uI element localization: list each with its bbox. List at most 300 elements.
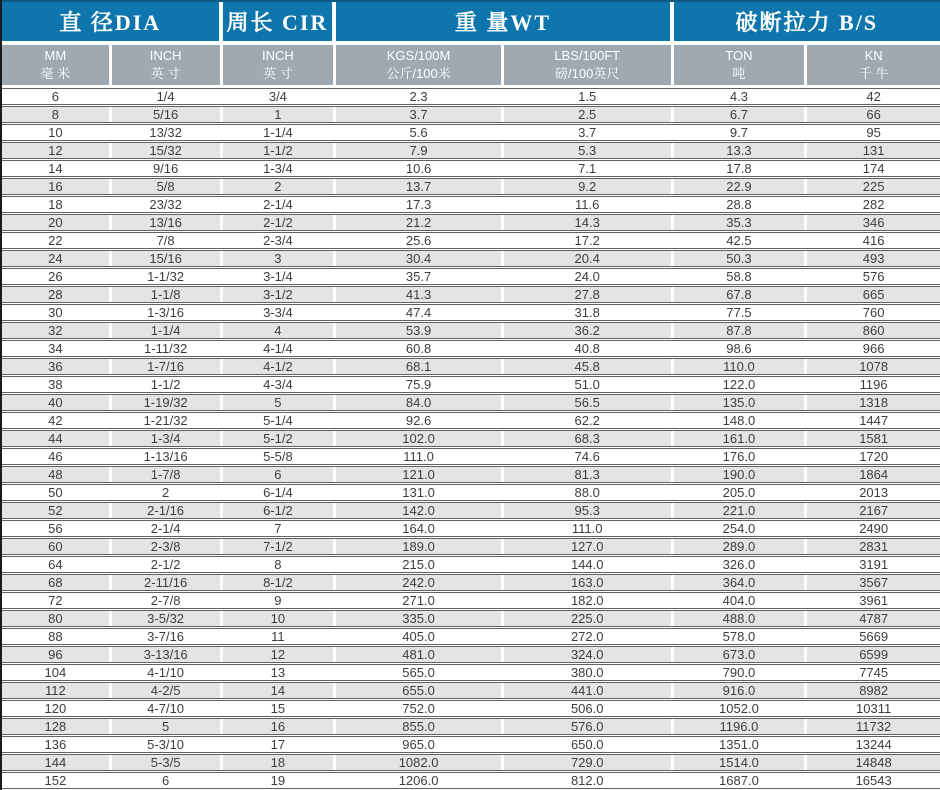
- table-cell: 9/16: [112, 161, 223, 176]
- table-header-groups: [2, 0, 940, 41]
- table-cell: 6: [2, 89, 112, 104]
- table-cell: 18: [2, 197, 112, 212]
- table-cell: 3567: [807, 575, 940, 590]
- column-header-lbs-per-100ft: [504, 45, 674, 85]
- table-cell: 36: [2, 359, 112, 374]
- table-row: [2, 484, 940, 501]
- table-cell: 860: [807, 323, 940, 338]
- header-group-breaking-strength: 破断拉力 B/S: [674, 2, 940, 41]
- table-row: [2, 682, 940, 699]
- table-cell: 47.4: [336, 305, 504, 320]
- table-cell: 58.8: [674, 269, 808, 284]
- table-cell: 13: [223, 665, 337, 680]
- table-row: [2, 376, 940, 393]
- table-cell: 812.0: [504, 773, 674, 788]
- table-cell: 3-5/32: [112, 611, 223, 626]
- table-cell: 34: [2, 341, 112, 356]
- table-cell: 88: [2, 629, 112, 644]
- table-cell: 576.0: [504, 719, 674, 734]
- table-cell: 4-1/10: [112, 665, 223, 680]
- table-cell: 8: [2, 107, 112, 122]
- table-row: [2, 124, 940, 141]
- table-row: [2, 286, 940, 303]
- table-cell: 7.1: [504, 161, 674, 176]
- table-cell: 215.0: [336, 557, 504, 572]
- table-row: [2, 106, 940, 123]
- table-cell: 2-1/16: [112, 503, 223, 518]
- table-cell: 6: [112, 773, 223, 788]
- table-cell: 2-11/16: [112, 575, 223, 590]
- table-cell: 3191: [807, 557, 940, 572]
- table-cell: 481.0: [336, 647, 504, 662]
- table-cell: 1-1/32: [112, 269, 223, 284]
- table-cell: 152: [2, 773, 112, 788]
- table-cell: 3-1/2: [223, 287, 337, 302]
- table-cell: 13244: [807, 737, 940, 752]
- table-cell: 136: [2, 737, 112, 752]
- table-cell: 5.6: [336, 125, 504, 140]
- table-cell: 142.0: [336, 503, 504, 518]
- table-cell: 22.9: [674, 179, 808, 194]
- table-cell: 1318: [807, 395, 940, 410]
- table-cell: 1206.0: [336, 773, 504, 788]
- table-cell: 25.6: [336, 233, 504, 248]
- table-cell: 5-1/2: [223, 431, 337, 446]
- table-cell: 225.0: [504, 611, 674, 626]
- table-cell: 15: [223, 701, 337, 716]
- table-cell: 5/16: [112, 107, 223, 122]
- table-row: [2, 340, 940, 357]
- table-row: [2, 178, 940, 195]
- column-header-kgs-per-100m: [336, 45, 504, 85]
- table-cell: 68: [2, 575, 112, 590]
- table-row: [2, 466, 940, 483]
- table-cell: 62.2: [504, 413, 674, 428]
- table-row: [2, 628, 940, 645]
- table-cell: 161.0: [674, 431, 808, 446]
- table-cell: 272.0: [504, 629, 674, 644]
- unit-line1: KN: [864, 48, 883, 63]
- table-row: [2, 160, 940, 177]
- table-cell: 189.0: [336, 539, 504, 554]
- table-cell: 2831: [807, 539, 940, 554]
- table-cell: 729.0: [504, 755, 674, 770]
- table-cell: 1: [223, 107, 337, 122]
- table-cell: 405.0: [336, 629, 504, 644]
- table-cell: 17.8: [674, 161, 808, 176]
- table-cell: 2-1/4: [112, 521, 223, 536]
- table-row: [2, 520, 940, 537]
- table-row: [2, 502, 940, 519]
- table-cell: 60: [2, 539, 112, 554]
- table-cell: 148.0: [674, 413, 808, 428]
- column-header-kn: [807, 45, 940, 85]
- table-cell: 965.0: [336, 737, 504, 752]
- table-cell: 120: [2, 701, 112, 716]
- table-cell: 404.0: [674, 593, 808, 608]
- table-cell: 2-1/2: [223, 215, 337, 230]
- unit-line2: 公斤/100米: [386, 66, 451, 81]
- table-cell: 98.6: [674, 341, 808, 356]
- table-cell: 5: [223, 395, 337, 410]
- table-cell: 10311: [807, 701, 940, 716]
- table-cell: 24: [2, 251, 112, 266]
- table-cell: 50.3: [674, 251, 808, 266]
- table-cell: 24.0: [504, 269, 674, 284]
- table-cell: 8: [223, 557, 337, 572]
- table-cell: 30.4: [336, 251, 504, 266]
- table-cell: 87.8: [674, 323, 808, 338]
- table-cell: 1-1/8: [112, 287, 223, 302]
- table-cell: 1196.0: [674, 719, 808, 734]
- table-cell: 364.0: [674, 575, 808, 590]
- table-row: [2, 412, 940, 429]
- table-cell: 5-5/8: [223, 449, 337, 464]
- table-cell: 1-1/2: [112, 377, 223, 392]
- table-cell: 3: [223, 251, 337, 266]
- table-row: [2, 358, 940, 375]
- table-cell: 1351.0: [674, 737, 808, 752]
- table-cell: 8982: [807, 683, 940, 698]
- table-cell: 127.0: [504, 539, 674, 554]
- table-cell: 441.0: [504, 683, 674, 698]
- header-group-weight: 重 量WT: [336, 2, 673, 41]
- table-row: [2, 592, 940, 609]
- table-row: [2, 754, 940, 771]
- table-cell: 50: [2, 485, 112, 500]
- table-cell: 1078: [807, 359, 940, 374]
- table-cell: 3-13/16: [112, 647, 223, 662]
- table-cell: 52: [2, 503, 112, 518]
- table-cell: 80: [2, 611, 112, 626]
- table-cell: 74.6: [504, 449, 674, 464]
- table-cell: 14: [223, 683, 337, 698]
- table-cell: 131.0: [336, 485, 504, 500]
- table-cell: 42: [2, 413, 112, 428]
- table-cell: 7745: [807, 665, 940, 680]
- table-cell: 2.5: [504, 107, 674, 122]
- table-cell: 1.5: [504, 89, 674, 104]
- table-cell: 28.8: [674, 197, 808, 212]
- table-cell: 2-1/4: [223, 197, 337, 212]
- unit-line2: 吨: [732, 66, 746, 81]
- table-cell: 506.0: [504, 701, 674, 716]
- table-cell: 335.0: [336, 611, 504, 626]
- table-cell: 2: [112, 485, 223, 500]
- table-cell: 1-11/32: [112, 341, 223, 356]
- table-row: [2, 664, 940, 681]
- table-row: [2, 142, 940, 159]
- table-cell: 752.0: [336, 701, 504, 716]
- unit-line1: TON: [725, 48, 753, 63]
- table-cell: 46: [2, 449, 112, 464]
- table-cell: 17: [223, 737, 337, 752]
- table-cell: 346: [807, 215, 940, 230]
- table-row: [2, 736, 940, 753]
- table-cell: 56.5: [504, 395, 674, 410]
- table-row: [2, 196, 940, 213]
- table-cell: 1052.0: [674, 701, 808, 716]
- table-row: [2, 394, 940, 411]
- table-cell: 14848: [807, 755, 940, 770]
- table-cell: 66: [807, 107, 940, 122]
- table-row: [2, 322, 940, 339]
- table-cell: 9.2: [504, 179, 674, 194]
- table-cell: 17.2: [504, 233, 674, 248]
- table-cell: 92.6: [336, 413, 504, 428]
- table-row: [2, 430, 940, 447]
- table-cell: 1864: [807, 467, 940, 482]
- table-cell: 2-7/8: [112, 593, 223, 608]
- table-cell: 40.8: [504, 341, 674, 356]
- table-cell: 111.0: [336, 449, 504, 464]
- table-cell: 42: [807, 89, 940, 104]
- table-cell: 10: [2, 125, 112, 140]
- table-cell: 655.0: [336, 683, 504, 698]
- table-cell: 4: [223, 323, 337, 338]
- table-cell: 35.3: [674, 215, 808, 230]
- table-cell: 326.0: [674, 557, 808, 572]
- table-header-units: [2, 45, 940, 85]
- table-cell: 4787: [807, 611, 940, 626]
- table-cell: 4-1/4: [223, 341, 337, 356]
- unit-line1: INCH: [261, 48, 294, 63]
- table-row: [2, 88, 940, 105]
- table-cell: 26: [2, 269, 112, 284]
- table-cell: 13.3: [674, 143, 808, 158]
- table-cell: 790.0: [674, 665, 808, 680]
- table-cell: 30: [2, 305, 112, 320]
- table-cell: 131: [807, 143, 940, 158]
- table-cell: 9: [223, 593, 337, 608]
- table-cell: 12: [223, 647, 337, 662]
- table-row: [2, 646, 940, 663]
- table-cell: 1082.0: [336, 755, 504, 770]
- table-cell: 7: [223, 521, 337, 536]
- table-cell: 1447: [807, 413, 940, 428]
- table-cell: 81.3: [504, 467, 674, 482]
- table-cell: 4-1/2: [223, 359, 337, 374]
- table-cell: 221.0: [674, 503, 808, 518]
- table-cell: 3-1/4: [223, 269, 337, 284]
- table-cell: 9.7: [674, 125, 808, 140]
- table-cell: 1687.0: [674, 773, 808, 788]
- unit-line2: 毫 米: [40, 66, 71, 81]
- table-cell: 95.3: [504, 503, 674, 518]
- table-cell: 1720: [807, 449, 940, 464]
- table-cell: 68.3: [504, 431, 674, 446]
- table-row: [2, 304, 940, 321]
- table-cell: 1-1/2: [223, 143, 337, 158]
- table-cell: 67.8: [674, 287, 808, 302]
- table-cell: 665: [807, 287, 940, 302]
- table-cell: 27.8: [504, 287, 674, 302]
- unit-line2: 英 寸: [263, 66, 293, 81]
- table-cell: 855.0: [336, 719, 504, 734]
- table-cell: 53.9: [336, 323, 504, 338]
- table-cell: 163.0: [504, 575, 674, 590]
- table-cell: 1-3/16: [112, 305, 223, 320]
- table-cell: 77.5: [674, 305, 808, 320]
- table-cell: 16543: [807, 773, 940, 788]
- table-cell: 225: [807, 179, 940, 194]
- table-cell: 565.0: [336, 665, 504, 680]
- table-cell: 95: [807, 125, 940, 140]
- table-cell: 174: [807, 161, 940, 176]
- table-row: [2, 250, 940, 267]
- table-cell: 102.0: [336, 431, 504, 446]
- table-cell: 2.3: [336, 89, 504, 104]
- table-cell: 4-3/4: [223, 377, 337, 392]
- table-cell: 6: [223, 467, 337, 482]
- table-cell: 5: [112, 719, 223, 734]
- unit-line1: KGS/100M: [386, 48, 451, 63]
- table-cell: 1-3/4: [223, 161, 337, 176]
- table-cell: 578.0: [674, 629, 808, 644]
- table-cell: 966: [807, 341, 940, 356]
- table-cell: 128: [2, 719, 112, 734]
- table-cell: 1-13/16: [112, 449, 223, 464]
- table-cell: 2-3/4: [223, 233, 337, 248]
- table-cell: 7-1/2: [223, 539, 337, 554]
- table-cell: 6-1/4: [223, 485, 337, 500]
- table-cell: 112: [2, 683, 112, 698]
- unit-line2: 千 牛: [858, 66, 889, 81]
- table-cell: 11732: [807, 719, 940, 734]
- table-cell: 32: [2, 323, 112, 338]
- table-cell: 88.0: [504, 485, 674, 500]
- table-cell: 121.0: [336, 467, 504, 482]
- table-cell: 6-1/2: [223, 503, 337, 518]
- table-cell: 289.0: [674, 539, 808, 554]
- table-cell: 14.3: [504, 215, 674, 230]
- table-row: [2, 772, 940, 789]
- table-cell: 17.3: [336, 197, 504, 212]
- table-row: [2, 268, 940, 285]
- table-cell: 5-3/10: [112, 737, 223, 752]
- table-cell: 7.9: [336, 143, 504, 158]
- table-row: [2, 574, 940, 591]
- table-cell: 13.7: [336, 179, 504, 194]
- table-cell: 13/16: [112, 215, 223, 230]
- table-cell: 1-19/32: [112, 395, 223, 410]
- table-cell: 2490: [807, 521, 940, 536]
- table-cell: 3-7/16: [112, 629, 223, 644]
- table-cell: 1581: [807, 431, 940, 446]
- table-cell: 2: [223, 179, 337, 194]
- table-cell: 38: [2, 377, 112, 392]
- table-cell: 72: [2, 593, 112, 608]
- table-row: [2, 610, 940, 627]
- table-cell: 13/32: [112, 125, 223, 140]
- table-cell: 44: [2, 431, 112, 446]
- column-header-mm: [2, 45, 112, 85]
- table-cell: 68.1: [336, 359, 504, 374]
- table-cell: 31.8: [504, 305, 674, 320]
- table-cell: 4-7/10: [112, 701, 223, 716]
- table-cell: 144.0: [504, 557, 674, 572]
- table-cell: 1196: [807, 377, 940, 392]
- unit-line1: MM: [44, 48, 67, 63]
- table-cell: 15/32: [112, 143, 223, 158]
- table-cell: 416: [807, 233, 940, 248]
- table-cell: 18: [223, 755, 337, 770]
- table-cell: 10.6: [336, 161, 504, 176]
- table-cell: 6.7: [674, 107, 808, 122]
- table-cell: 205.0: [674, 485, 808, 500]
- table-cell: 176.0: [674, 449, 808, 464]
- header-group-diameter: 直 径DIA: [2, 2, 223, 41]
- table-cell: 11: [223, 629, 337, 644]
- table-row: [2, 232, 940, 249]
- table-cell: 5-3/5: [112, 755, 223, 770]
- table-row: [2, 700, 940, 717]
- table-cell: 11.6: [504, 197, 674, 212]
- table-cell: 380.0: [504, 665, 674, 680]
- table-row: [2, 538, 940, 555]
- table-cell: 254.0: [674, 521, 808, 536]
- table-cell: 16: [223, 719, 337, 734]
- table-cell: 60.8: [336, 341, 504, 356]
- table-cell: 2-1/2: [112, 557, 223, 572]
- table-cell: 40: [2, 395, 112, 410]
- table-cell: 5-1/4: [223, 413, 337, 428]
- table-cell: 5669: [807, 629, 940, 644]
- table-cell: 3.7: [504, 125, 674, 140]
- table-cell: 1-3/4: [112, 431, 223, 446]
- table-cell: 182.0: [504, 593, 674, 608]
- table-cell: 324.0: [504, 647, 674, 662]
- table-cell: 84.0: [336, 395, 504, 410]
- table-cell: 2167: [807, 503, 940, 518]
- table-cell: 45.8: [504, 359, 674, 374]
- column-header-ton: [674, 45, 808, 85]
- table-cell: 14: [2, 161, 112, 176]
- table-cell: 4-2/5: [112, 683, 223, 698]
- table-cell: 19: [223, 773, 337, 788]
- table-cell: 760: [807, 305, 940, 320]
- table-cell: 16: [2, 179, 112, 194]
- table-row: [2, 718, 940, 735]
- table-cell: 8-1/2: [223, 575, 337, 590]
- table-cell: 242.0: [336, 575, 504, 590]
- header-group-circumference: 周长 CIR: [223, 2, 337, 41]
- table-cell: 7/8: [112, 233, 223, 248]
- table-cell: 673.0: [674, 647, 808, 662]
- table-cell: 15/16: [112, 251, 223, 266]
- table-cell: 23/32: [112, 197, 223, 212]
- table-cell: 48: [2, 467, 112, 482]
- table-cell: 5.3: [504, 143, 674, 158]
- table-cell: 1/4: [112, 89, 223, 104]
- table-cell: 96: [2, 647, 112, 662]
- table-cell: 1-7/8: [112, 467, 223, 482]
- table-cell: 2-3/8: [112, 539, 223, 554]
- table-cell: 282: [807, 197, 940, 212]
- table-cell: 122.0: [674, 377, 808, 392]
- table-cell: 1514.0: [674, 755, 808, 770]
- unit-line2: 磅/100英尺: [555, 66, 620, 81]
- table-cell: 3/4: [223, 89, 337, 104]
- table-cell: 35.7: [336, 269, 504, 284]
- table-cell: 1-1/4: [112, 323, 223, 338]
- table-cell: 1-7/16: [112, 359, 223, 374]
- table-cell: 650.0: [504, 737, 674, 752]
- table-cell: 164.0: [336, 521, 504, 536]
- table-body: [2, 88, 940, 789]
- unit-line1: LBS/100FT: [554, 48, 621, 63]
- table-cell: 10: [223, 611, 337, 626]
